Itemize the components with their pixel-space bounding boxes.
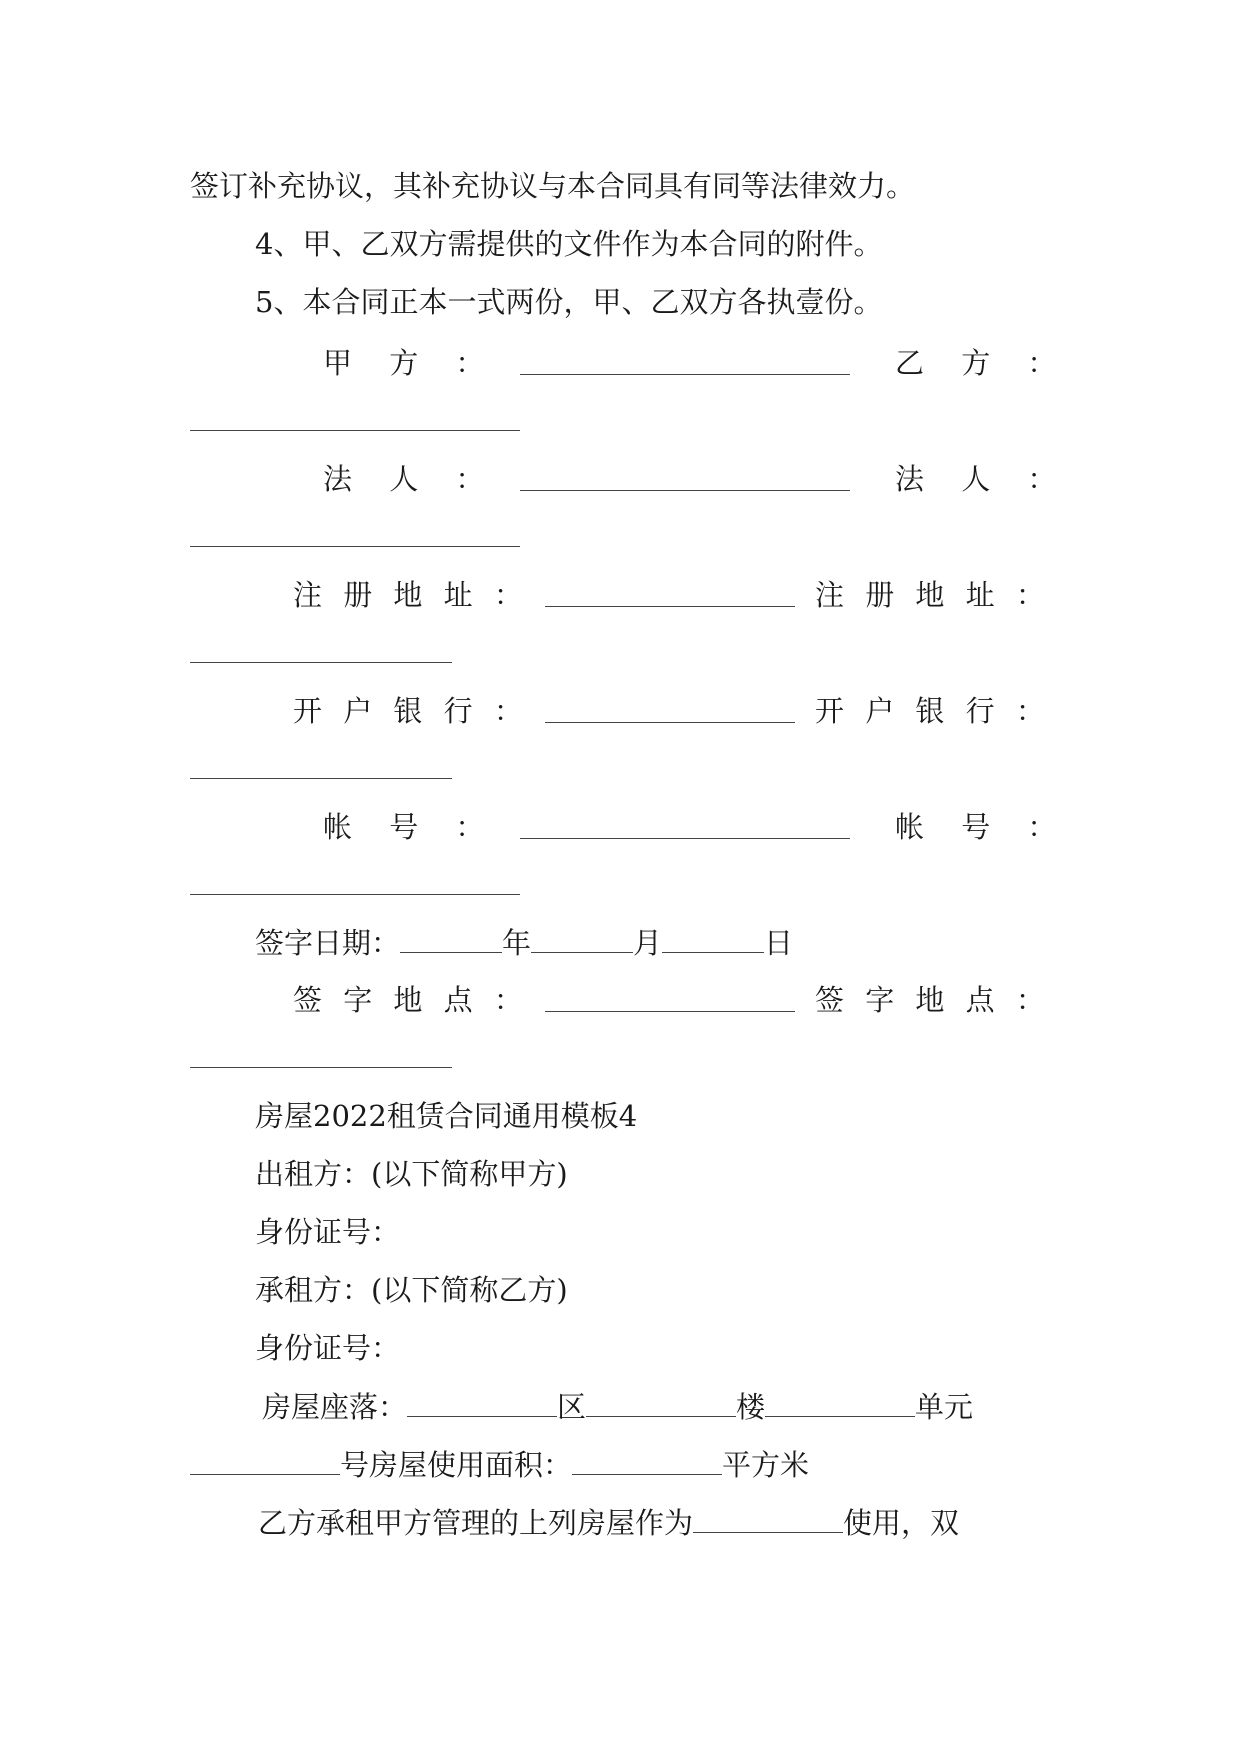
label-usage-prefix: 乙方承租甲方管理的上列房屋作为	[258, 1506, 694, 1540]
blank-address-a	[545, 606, 795, 607]
row-account	[255, 807, 1057, 847]
blank-account-a	[520, 838, 850, 839]
label-sign-date: 签字日期：	[255, 926, 401, 960]
blank-bank-b	[190, 778, 452, 779]
blank-usage	[693, 1502, 843, 1533]
blank-address-b	[190, 662, 452, 663]
paragraph-supplement: 签订补充协议，其补充协议与本合同具有同等法律效力。	[190, 169, 916, 203]
label-address-b: 注 册 地 址 ：	[815, 578, 1045, 612]
label-legal-b: 法 人 ：	[895, 462, 1057, 496]
label-usage-suffix: 使用，双	[843, 1506, 960, 1540]
label-year: 年	[502, 926, 532, 960]
row-party	[255, 343, 1057, 383]
label-party-b: 乙 方 ：	[895, 346, 1057, 380]
label-legal-a: 法 人 ：	[323, 462, 485, 496]
area-line	[190, 1444, 809, 1485]
label-bank-a: 开 户 银 行 ：	[293, 694, 523, 728]
lessor-line: 出租方：(以下简称甲方)	[255, 1157, 568, 1191]
row-address	[255, 575, 1050, 615]
label-bank-b: 开 户 银 行 ：	[815, 694, 1045, 728]
label-room-area: 号房屋使用面积：	[340, 1448, 573, 1482]
label-building: 楼	[736, 1390, 766, 1424]
label-account-b: 帐 号 ：	[895, 810, 1057, 844]
label-place-b: 签 字 地 点 ：	[815, 983, 1045, 1017]
blank-legal-a	[520, 490, 850, 491]
blank-party-b	[190, 430, 520, 431]
row-legal	[255, 459, 1057, 499]
blank-account-b	[190, 894, 520, 895]
label-place-a: 签 字 地 点 ：	[293, 983, 523, 1017]
label-month: 月	[633, 926, 663, 960]
row-sign-place	[255, 980, 1050, 1020]
paragraph-copies: 5、本合同正本一式两份，甲、乙双方各执壹份。	[255, 285, 883, 319]
label-party-a: 甲 方 ：	[323, 346, 485, 380]
usage-line	[258, 1502, 959, 1543]
blank-place-a	[545, 1011, 795, 1012]
label-account-a: 帐 号 ：	[323, 810, 485, 844]
label-district: 区	[557, 1390, 587, 1424]
row-bank	[255, 691, 1050, 731]
location-line	[262, 1386, 973, 1427]
label-location: 房屋座落：	[262, 1390, 408, 1424]
blank-party-a	[520, 374, 850, 375]
lessee-id-line: 身份证号：	[255, 1331, 401, 1365]
lessor-id-line: 身份证号：	[255, 1215, 401, 1249]
label-sqm: 平方米	[722, 1448, 810, 1482]
blank-month	[531, 922, 633, 953]
blank-district	[407, 1386, 557, 1417]
row-sign-date	[255, 922, 793, 963]
blank-place-b	[190, 1067, 452, 1068]
blank-building	[586, 1386, 736, 1417]
label-day: 日	[764, 926, 794, 960]
blank-year	[400, 922, 502, 953]
blank-area	[572, 1444, 722, 1475]
paragraph-attachments: 4、甲、乙双方需提供的文件作为本合同的附件。	[255, 227, 883, 261]
blank-day	[662, 922, 764, 953]
label-unit: 单元	[915, 1390, 974, 1424]
label-address-a: 注 册 地 址 ：	[293, 578, 523, 612]
blank-room	[190, 1444, 340, 1475]
lessee-line: 承租方：(以下简称乙方)	[255, 1273, 568, 1307]
contract-title: 房屋2022租赁合同通用模板4	[255, 1099, 638, 1133]
blank-unit	[765, 1386, 915, 1417]
blank-bank-a	[545, 722, 795, 723]
blank-legal-b	[190, 546, 520, 547]
